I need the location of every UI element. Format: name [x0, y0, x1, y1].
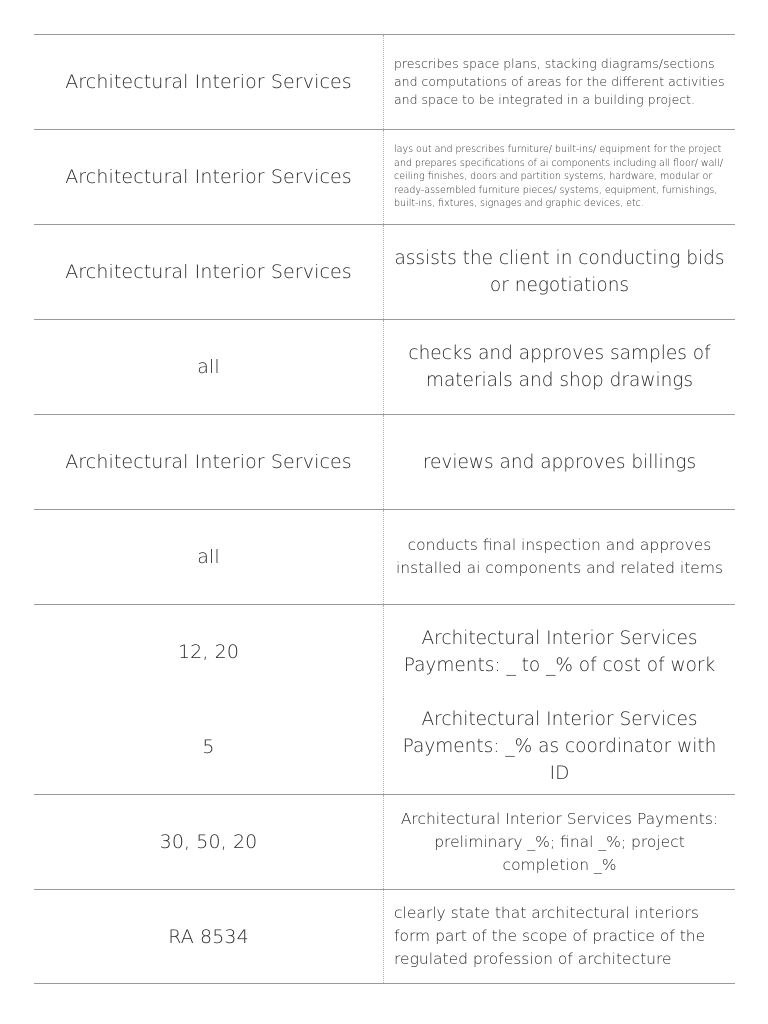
card-row — [34, 319, 735, 414]
card-definition: prescribes space plans, stacking diagrams/sections and computations of areas for the different activities and space to be integrated in a building project. — [383, 35, 735, 129]
card-definition: lays out and prescribes furniture/ built-ins/ equipment for the project and prepares specifications of ai components including all floor/ wall/ ceiling finishes, doors and partition systems, hardware, modular or ready-assembled furniture pieces/ systems, equipment, furnishings, built-ins, fixtures, signages and graphic devices, etc. — [383, 130, 735, 224]
card-row — [34, 509, 735, 604]
card-definition: Architectural Interior Services Payments: _% as coordinator with ID — [383, 699, 735, 794]
card-row — [34, 604, 735, 699]
card-term: Architectural Interior Services — [65, 71, 352, 93]
card-term: 12, 20 — [177, 641, 240, 663]
card-definition: clearly state that architectural interiors form part of the scope of practice of the regulated profession of architecture — [383, 890, 735, 983]
card-definition: assists the client in conducting bids or negotiations — [383, 225, 735, 319]
card-row — [34, 794, 735, 889]
card-definition: conducts final inspection and approves installed ai components and related items — [383, 510, 735, 604]
card-row — [34, 414, 735, 509]
card-definition: Architectural Interior Services Payments: _ to _% of cost of work — [383, 605, 735, 699]
card-row — [34, 699, 735, 794]
card-row — [34, 34, 735, 129]
card-row — [34, 224, 735, 319]
card-row — [34, 129, 735, 224]
card-term: 5 — [202, 735, 215, 758]
card-definition: checks and approves samples of materials and shop drawings — [383, 320, 735, 414]
card-term: all — [197, 546, 220, 568]
card-term: 30, 50, 20 — [159, 831, 258, 853]
card-term: all — [197, 356, 220, 378]
card-term: RA 8534 — [168, 925, 249, 948]
card-term: Architectural Interior Services — [65, 451, 352, 473]
card-term: Architectural Interior Services — [65, 261, 352, 283]
card-term: Architectural Interior Services — [65, 166, 352, 188]
card-definition: reviews and approves billings — [383, 415, 735, 509]
flashcard-table — [34, 34, 735, 984]
card-definition: Architectural Interior Services Payments: preliminary _%; final _%; project completion _% — [383, 795, 735, 889]
card-row — [34, 889, 735, 984]
